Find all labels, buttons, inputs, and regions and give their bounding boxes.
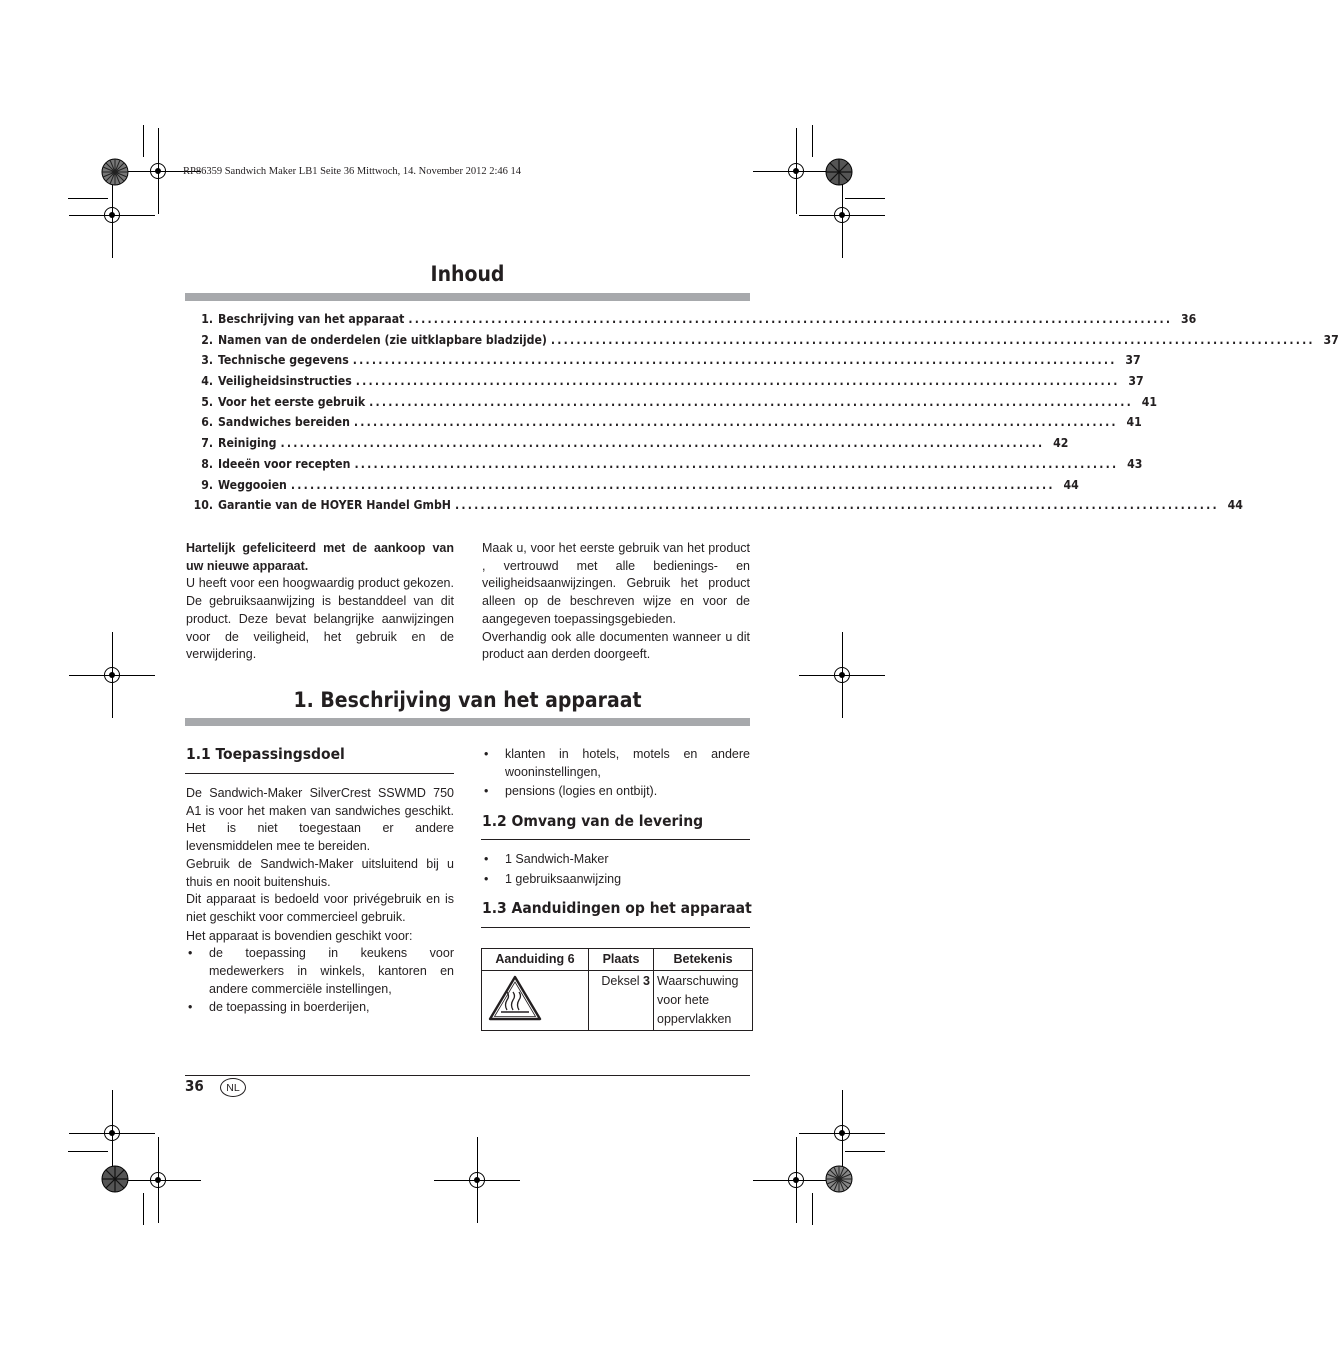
place-cell (589, 971, 654, 1031)
toc-leader-dots: ........................................................................................................................ (550, 332, 1315, 347)
toc-entry-page: 44 (1227, 498, 1243, 513)
toc-entry-number: 1. (201, 312, 213, 326)
toc-entry (185, 436, 1069, 457)
toc-entry-page: 37 (1125, 353, 1141, 368)
table-of-contents (185, 312, 1339, 519)
subsection-heading-1-3: 1.3 Aanduidingen op het apparaat (482, 899, 752, 917)
markings-table (481, 948, 753, 1031)
toc-leader-dots: ........................................................................................................................ (408, 312, 1173, 326)
intro-left-column (186, 540, 454, 664)
color-bar-star-icon (101, 158, 129, 186)
toc-entry-label: Beschrijving van het apparaat (218, 312, 405, 326)
toc-entry (185, 394, 1158, 416)
toc-entry-number: 7. (201, 436, 213, 451)
toc-title: Inhoud (430, 262, 505, 286)
purpose-bullets-left (186, 945, 454, 1017)
toc-entry-number: 6. (201, 415, 213, 430)
list-item: • pensions (logies en ontbijt). (482, 783, 750, 801)
list-item: • de toepassing in keukens voor medewerkers in winkels, kantoren en andere commerciële instellingen, (186, 945, 454, 998)
color-bar-star-icon (101, 1165, 129, 1193)
toc-entry-page: 37 (1128, 374, 1144, 389)
toc-entry-page: 36 (1180, 312, 1197, 326)
toc-entry-label: Technische gegevens (218, 353, 349, 368)
list-item: • 1 Sandwich-Maker (482, 851, 750, 869)
purpose-p3: Dit apparaat is bedoeld voor privégebruik en is niet geschikt voor commercieel gebruik. (186, 892, 454, 924)
toc-entry-label: Garantie van de HOYER Handel GmbH (218, 498, 451, 513)
toc-entry-label: Namen van de onderdelen (zie uitklapbare bladzijde) (218, 332, 547, 347)
toc-leader-dots: ........................................................................................................................ (454, 498, 1219, 513)
toc-entry-page: 41 (1126, 415, 1142, 430)
toc-leader-dots: ........................................................................................................................ (280, 436, 1045, 451)
toc-leader-dots: ........................................................................................................................ (352, 353, 1117, 368)
section-title: 1. Beschrijving van het apparaat (293, 688, 642, 712)
toc-entry (185, 353, 1141, 374)
purpose-p1: De Sandwich-Maker SilverCrest SSWMD 750 A1 is voor het maken van sandwiches geschikt. Het is niet toegestaan er andere levensmiddelen mee te bereiden. (186, 786, 454, 854)
purpose-text (186, 785, 454, 1017)
toc-entry (185, 456, 1143, 478)
intro-text: U heeft voor een hoogwaardig product gekozen. De gebruiksaanwijzing is bestanddeel van dit product. Deze bevat belangrijke aanwijzingen voor de veiligheid, het gebruik en de verwijdering. (186, 576, 454, 662)
toc-entry-number: 8. (201, 456, 213, 471)
toc-entry-label: Sandwiches bereiden (218, 415, 350, 430)
subsection-heading-1-1: 1.1 Toepassingsdoel (186, 745, 345, 763)
toc-entry-number: 4. (201, 374, 213, 389)
purpose-bullets-right (482, 746, 750, 801)
intro-right-p1: Maak u, voor het eerste gebruik van het product , vertrouwd met alle bedienings- en veiligheidsaanwijzingen. Gebruik het product alleen op de beschreven wijze en voor de aangegeven toepassingsgebieden. (482, 541, 750, 626)
purpose-p2: Gebruik de Sandwich-Maker uitsluitend bij u thuis en nooit buitenshuis. (186, 856, 454, 889)
list-item: • klanten in hotels, motels en andere wooninstellingen, (482, 746, 750, 781)
toc-leader-dots: ........................................................................................................................ (355, 374, 1120, 389)
toc-entry (185, 332, 1339, 354)
place-number: 3 (643, 974, 650, 988)
table-header: Aanduiding 6 (482, 949, 589, 971)
toc-entry-number: 9. (201, 477, 213, 492)
color-bar-star-icon (825, 1165, 853, 1193)
purpose-p4: Het apparaat is bovendien geschikt voor: (186, 928, 413, 943)
toc-entry-label: Ideeën voor recepten (218, 456, 351, 471)
table-header: Betekenis (654, 949, 753, 971)
footer-rule (185, 1075, 750, 1076)
toc-entry-page: 44 (1063, 477, 1079, 492)
place-text: Deksel (601, 974, 640, 988)
purpose-bullets-right-block (482, 746, 750, 801)
toc-entry (185, 374, 1144, 395)
table-row (482, 971, 753, 1031)
toc-leader-dots: ........................................................................................................................ (353, 415, 1118, 430)
toc-entry-page: 41 (1141, 394, 1158, 409)
toc-entry-number: 3. (201, 353, 213, 368)
toc-entry-label: Reiniging (218, 436, 277, 451)
language-badge: NL (220, 1078, 246, 1097)
subsection-heading-1-2: 1.2 Omvang van de levering (482, 812, 704, 830)
toc-entry-label: Voor het eerste gebruik (218, 394, 366, 409)
toc-entry-page: 37 (1323, 332, 1339, 347)
hot-surface-warning-icon (487, 974, 543, 1022)
intro-right-column (482, 540, 750, 664)
toc-entry (185, 498, 1243, 519)
toc-leader-dots: ........................................................................................................................ (290, 477, 1055, 492)
toc-entry-page: 43 (1127, 456, 1143, 471)
list-item: • 1 gebruiksaanwijzing (482, 871, 750, 889)
section-title-bar (185, 718, 750, 726)
delivery-list (482, 851, 750, 888)
toc-entry-label: Weggooien (218, 477, 287, 492)
toc-entry (185, 477, 1079, 499)
subsection-rule (481, 927, 750, 928)
toc-entry-number: 10. (193, 498, 213, 513)
table-header: Plaats (589, 949, 654, 971)
color-bar-star-icon (825, 158, 853, 186)
toc-entry-number: 2. (201, 332, 213, 347)
toc-leader-dots: ........................................................................................................................ (369, 394, 1134, 409)
intro-right-p2: Overhandig ook alle documenten wanneer u dit product aan derden doorgeeft. (482, 629, 750, 662)
toc-leader-dots: ........................................................................................................................ (354, 456, 1119, 471)
toc-entry-number: 5. (201, 394, 213, 409)
page-number: 36 (185, 1077, 204, 1095)
meaning-cell: Waarschuwing voor hete oppervlakken (654, 971, 753, 1031)
toc-entry (185, 415, 1142, 436)
toc-title-bar (185, 293, 750, 301)
toc-entry (185, 312, 1197, 333)
toc-entry-label: Veiligheidsinstructies (218, 374, 352, 389)
subsection-rule (185, 773, 454, 774)
intro-congrats: Hartelijk gefeliciteerd met de aankoop van uw nieuwe apparaat. (186, 541, 454, 573)
list-item: • de toepassing in boerderijen, (186, 999, 454, 1017)
toc-entry-page: 42 (1053, 436, 1069, 451)
delivery-list-block (482, 851, 750, 888)
symbol-cell (482, 971, 589, 1031)
print-slug: RP86359 Sandwich Maker LB1 Seite 36 Mittwoch, 14. November 2012 2:46 14 (183, 166, 522, 177)
subsection-rule (481, 839, 750, 840)
